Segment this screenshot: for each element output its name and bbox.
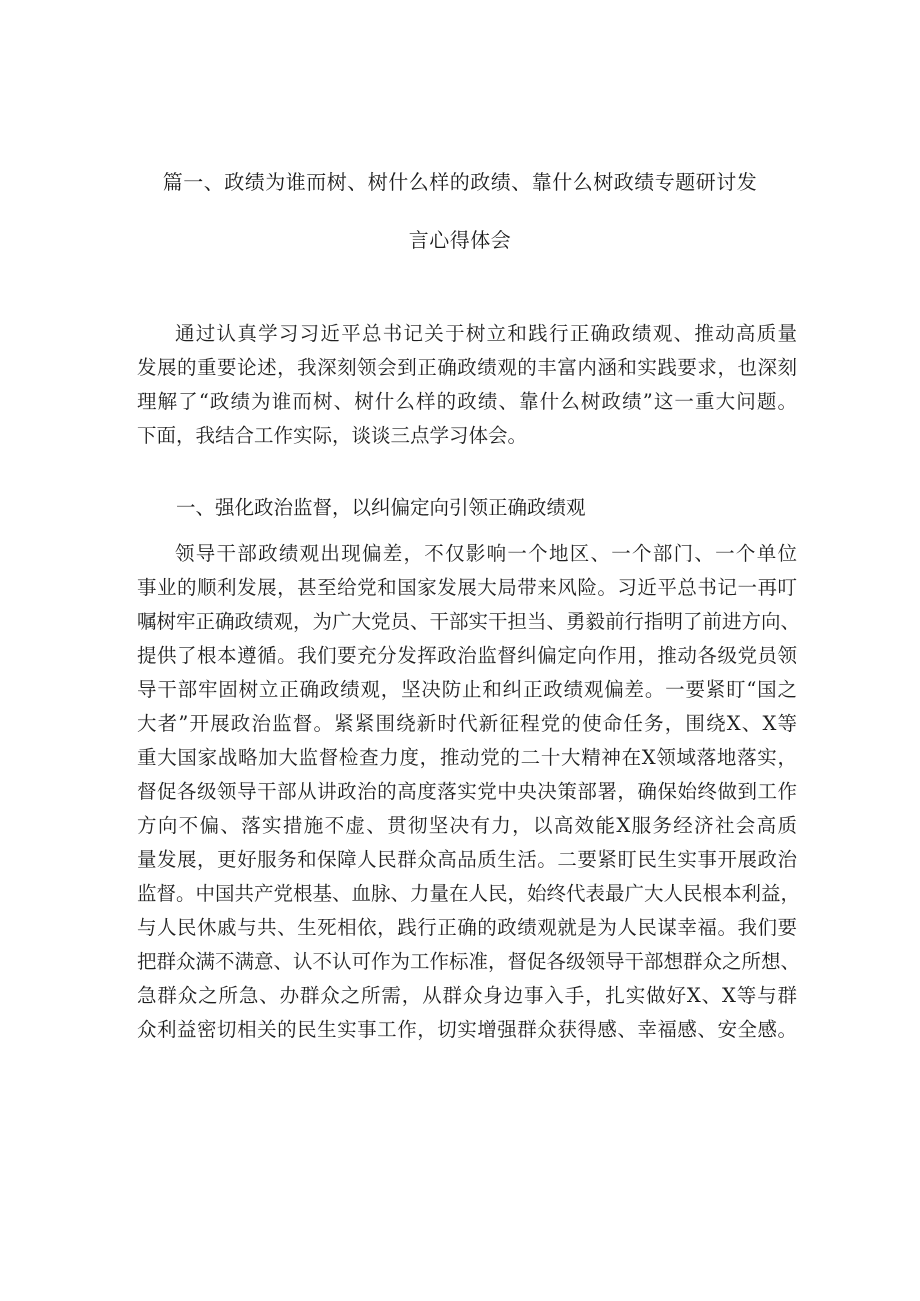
section-line: 众利益密切相关的民生实事工作，切实增强群众获得感、幸福感、安全感。 xyxy=(137,1018,797,1041)
section-line: 与人民休戚与共、生死相依，践行正确的政绩观就是为人民谋幸福。我们要 xyxy=(137,916,797,939)
section-line: 督促各级领导干部从讲政治的高度落实党中央决策部署，确保始终做到工作 xyxy=(137,780,797,803)
section-line: 量发展，更好服务和保障人民群众高品质生活。二要紧盯民生实事开展政治 xyxy=(137,848,797,871)
section-line: 重大国家战略加大监督检查力度，推动党的二十大精神在X领域落地落实， xyxy=(137,746,797,769)
intro-line: 理解了“政绩为谁而树、树什么样的政绩、靠什么树政绩”这一重大问题。 xyxy=(137,390,797,413)
section-line: 提供了根本遵循。我们要充分发挥政治监督纠偏定向作用，推动各级党员领 xyxy=(137,644,797,667)
section-line: 导干部牢固树立正确政绩观，坚决防止和纠正政绩观偏差。一要紧盯“国之 xyxy=(137,678,797,701)
section-line: 急群众之所急、办群众之所需，从群众身边事入手，扎实做好X、X等与群 xyxy=(137,984,797,1007)
section-line: 方向不偏、落实措施不虚、贯彻坚决有力，以高效能X服务经济社会高质 xyxy=(137,814,797,837)
section-line: 领导干部政绩观出现偏差，不仅影响一个地区、一个部门、一个单位 xyxy=(175,542,797,565)
intro-line: 通过认真学习习近平总书记关于树立和践行正确政绩观、推动高质量 xyxy=(175,322,797,345)
section-line: 监督。中国共产党根基、血脉、力量在人民，始终代表最广大人民根本利益， xyxy=(137,882,801,905)
section-line: 嘱树牢正确政绩观，为广大党员、干部实干担当、勇毅前行指明了前进方向、 xyxy=(137,610,801,633)
document-title-line-1: 篇一、政绩为谁而树、树什么样的政绩、靠什么树政绩专题研讨发 xyxy=(162,170,758,194)
intro-line: 发展的重要论述，我深刻领会到正确政绩观的丰富内涵和实践要求，也深刻 xyxy=(137,356,797,379)
section-line: 大者”开展政治监督。紧紧围绕新时代新征程党的使命任务，围绕X、X等 xyxy=(137,712,797,735)
intro-line: 下面，我结合工作实际，谈谈三点学习体会。 xyxy=(137,424,528,447)
document-title-line-2: 言心得体会 xyxy=(408,228,512,252)
section-line: 把群众满不满意、认不认可作为工作标准，督促各级领导干部想群众之所想、 xyxy=(137,950,801,973)
intro-paragraph xyxy=(137,317,797,477)
section-1-paragraph xyxy=(137,537,801,1057)
section-line: 事业的顺利发展，甚至给党和国家发展大局带来风险。习近平总书记一再叮 xyxy=(137,576,797,599)
section-heading-1: 一、强化政治监督，以纠偏定向引领正确政绩观 xyxy=(176,496,586,519)
